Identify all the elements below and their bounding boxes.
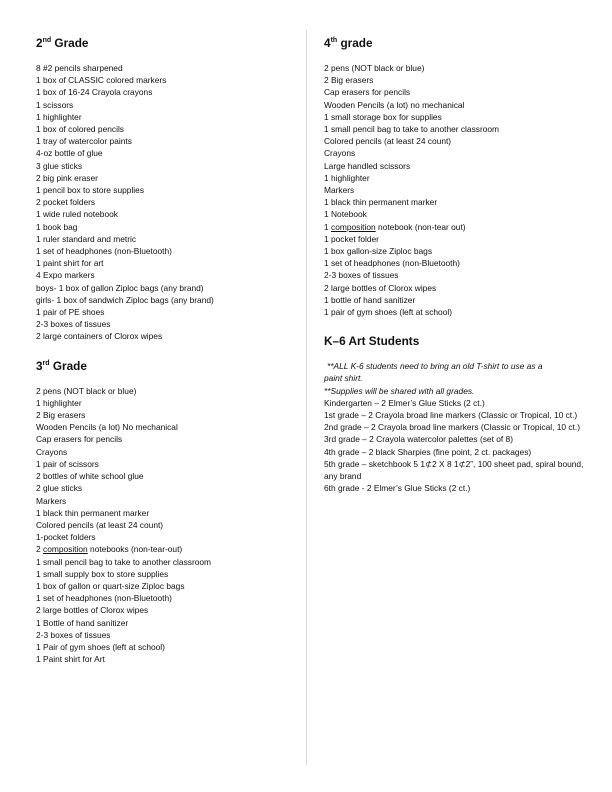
list-item: 1 set of headphones (non-Bluetooth) [324,258,460,269]
grade-2-section [36,36,298,343]
grade-2-heading: 2nd Grade [36,36,89,50]
list-item: 1 box of 16-24 Crayola crayons [36,87,153,98]
list-item: 4 Expo markers [36,270,95,281]
list-item: 2 large containers of Clorox wipes [36,331,163,342]
list-item: 1 black thin permanent marker [324,197,438,208]
list-item: 1 wide ruled notebook [36,209,118,220]
list-item: 1 bottle of hand sanitizer [324,294,416,305]
list-item: 4-oz bottle of glue [36,148,103,159]
list-item: 1 small pencil bag to take to another classroom [36,556,212,567]
list-item: Cap erasers for pencils [36,434,123,445]
list-item: 2 pens (NOT black or blue) [324,63,425,73]
list-item: 1 black thin permanent marker [36,507,150,518]
list-item: 1 Notebook [324,209,367,220]
list-item: 2-3 boxes of tissues [36,319,111,330]
right-column [324,36,586,509]
list-item: Markers [36,495,67,506]
grade-3-heading: 3rd Grade [36,358,87,373]
art-list [324,397,586,495]
list-item: 2 pens (NOT black or blue) [36,385,137,396]
art-section [324,334,586,494]
art-note-tshirt-line2: paint shirt. [324,373,363,384]
list-item: Kindergarten – 2 Elmer’s Glue Sticks (2 ct.) [324,397,485,408]
left-column [36,36,298,679]
list-item: 1 ruler standard and metric [36,233,137,244]
grade-4-section [324,36,586,318]
art-note-tshirt-line1: **ALL K-6 students need to bring an old T-shirt to use as a [327,361,543,372]
list-item: 3 glue sticks [36,160,83,171]
list-item: 1st grade – 2 Crayola broad line markers (Classic or Tropical, 10 ct.) [324,410,578,421]
list-item: 1 small storage box for supplies [324,111,442,122]
list-item: 2 pocket folders [36,197,96,208]
list-item: 2nd grade – 2 Crayola broad line markers (Classic or Tropical, 10 ct.) [324,422,581,433]
list-item: Cap erasers for pencils [324,87,411,98]
list-item: 1 pencil box to store supplies [36,185,145,196]
list-item: 2 big pink eraser [36,172,98,183]
list-item: 1 box gallon-size Ziploc bags [324,246,433,257]
list-item: 1 box of colored pencils [36,124,124,135]
list-item: Markers [324,185,355,196]
list-item: 1-pocket folders [36,532,96,543]
grade-4-heading: 4th grade [324,36,373,50]
list-item: 2 Big erasers [36,410,86,421]
list-item: Colored pencils (at least 24 count) [36,519,164,530]
list-item: 2 bottles of white school glue [36,471,144,482]
grade-2-list [36,62,298,343]
art-note-shared: **Supplies will be shared with all grades. [324,385,475,396]
list-item: 4th grade – 2 black Sharpies (fine point, 2 ct. packages) [324,446,532,457]
list-item: 1 box of CLASSIC colored markers [36,75,167,86]
list-item: 1 box of gallon or quart-size Ziploc bags [36,580,185,591]
list-item: 1 highlighter [36,397,82,408]
list-item: Crayons [324,148,356,159]
list-item: 1 paint shirt for art [36,258,104,269]
list-item: 1 set of headphones (non-Bluetooth) [36,246,172,257]
list-item: 1 highlighter [324,172,370,183]
list-item: 2-3 boxes of tissues [36,629,111,640]
list-item: 5th grade – sketchbook 5 1⊄2 X 8 1⊄2”, 100 sheet pad, spiral bound, any brand [324,458,584,482]
column-divider [306,30,307,765]
list-item: Crayons [36,446,68,457]
list-item: 2 glue sticks [36,483,83,494]
list-item: 1 tray of watercolor paints [36,136,132,147]
list-item: 2 large bottles of Clorox wipes [324,282,437,293]
list-item: Colored pencils (at least 24 count) [324,136,452,147]
list-item: 1 highlighter [36,111,82,122]
list-item: 1 Pair of gym shoes (left at school) [36,641,165,652]
list-item: 1 pair of gym shoes (left at school) [324,307,453,318]
list-item: Wooden Pencils (a lot) No mechanical [36,422,178,433]
list-item: 2 Big erasers [324,75,374,86]
list-item: 1 book bag [36,221,78,232]
list-item: 2 large bottles of Clorox wipes [36,605,149,616]
list-item: boys- 1 box of gallon Ziploc bags (any brand) [36,282,204,293]
list-item: 8 #2 pencils sharpened [36,63,123,73]
list-item: 1 pocket folder [324,233,379,244]
art-heading: K–6 Art Students [324,334,420,349]
list-item: 2-3 boxes of tissues [324,270,399,281]
grade-3-list [36,385,298,666]
list-item: girls- 1 box of sandwich Ziploc bags (any brand) [36,294,214,305]
list-item: 3rd grade – 2 Crayola watercolor palettes (set of 8) [324,434,513,445]
list-item: 1 pair of scissors [36,458,99,469]
list-item: 1 small supply box to store supplies [36,568,169,579]
list-item: Large handled scissors [324,160,411,171]
list-item: 1 set of headphones (non-Bluetooth) [36,593,172,604]
list-item: 1 scissors [36,99,74,110]
list-item: 1 pair of PE shoes [36,307,105,318]
list-item: 1 composition notebook (non-tear out) [324,221,466,232]
list-item: 2 composition notebooks (non-tear-out) [36,544,183,555]
list-item: 1 small pencil bag to take to another classroom [324,124,500,135]
grade-3-section [36,359,298,666]
list-item: 1 Paint shirt for Art [36,654,105,665]
list-item: 1 Bottle of hand sanitizer [36,617,129,628]
grade-4-list [324,62,586,318]
list-item: 6th grade - 2 Elmer’s Glue Sticks (2 ct.) [324,483,471,494]
list-item: Wooden Pencils (a lot) no mechanical [324,99,465,110]
